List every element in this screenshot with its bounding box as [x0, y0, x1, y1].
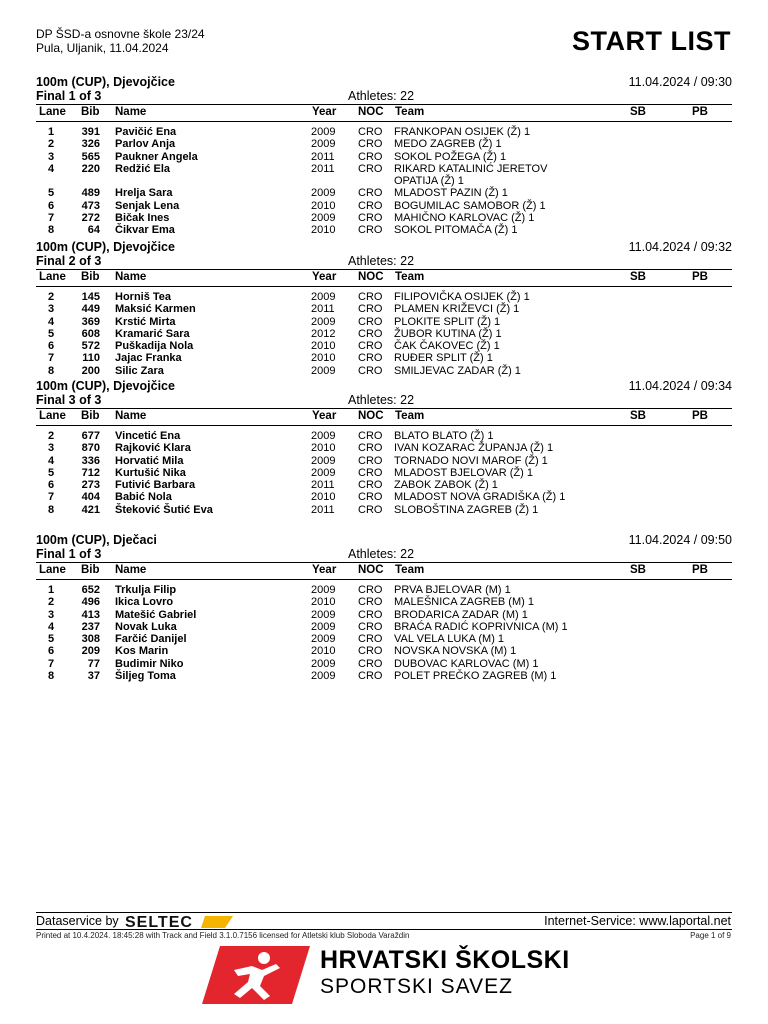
lane-cell: 1 — [47, 126, 55, 138]
noc-cell: CRO — [358, 620, 383, 633]
athletes-count: Athletes: 22 — [348, 254, 415, 268]
bib-cell: 209 — [81, 645, 100, 658]
noc-cell: CRO — [358, 212, 383, 225]
athletes-count: Athletes: 22 — [348, 393, 415, 407]
noc-cell: CRO — [358, 584, 383, 596]
bib-cell: 326 — [81, 138, 100, 151]
col-team: Team — [395, 564, 425, 576]
col-team: Team — [395, 410, 425, 422]
col-name: Name — [115, 564, 147, 576]
col-bib: Bib — [81, 271, 100, 283]
col-pb: PB — [692, 564, 708, 576]
bib-cell: 110 — [82, 352, 100, 365]
year-cell: 2010 — [311, 491, 336, 504]
logo-title-line2: SPORTSKI SAVEZ — [320, 975, 513, 998]
event-name: 100m (CUP), Djevojčice — [36, 240, 175, 254]
table-row — [36, 596, 732, 608]
event-datetime: 11.04.2024 / 09:32 — [628, 240, 732, 254]
lane-cell: 3 — [47, 608, 55, 621]
bib-cell: 64 — [87, 224, 100, 237]
year-cell: 2009 — [311, 670, 336, 683]
team-cell: BRODARICA ZADAR (M) 1 — [394, 608, 528, 621]
bib-cell: 473 — [81, 199, 100, 212]
year-cell: 2009 — [311, 620, 336, 633]
year-cell: 2009 — [311, 466, 336, 479]
team-cell: PRVA BJELOVAR (M) 1 — [394, 584, 511, 596]
athlete-name-cell: Rajković Klara — [115, 442, 191, 455]
svg-text:SELTEC: SELTEC — [125, 914, 193, 931]
bib-cell: 369 — [81, 315, 100, 328]
lane-cell: 3 — [47, 303, 55, 316]
table-row — [36, 645, 732, 657]
col-name: Name — [115, 106, 147, 118]
year-cell: 2011 — [311, 503, 335, 516]
table-row — [36, 365, 732, 377]
event-block — [36, 533, 732, 682]
noc-cell: CRO — [358, 633, 383, 646]
athlete-name-cell: Novak Luka — [115, 620, 177, 633]
athlete-name-cell: Farčić Danijel — [115, 633, 187, 646]
col-bib: Bib — [81, 106, 100, 118]
col-year: Year — [312, 106, 337, 118]
table-row — [36, 151, 732, 163]
athletes-count: Athletes: 22 — [348, 89, 415, 103]
event-datetime: 11.04.2024 / 09:50 — [628, 533, 732, 547]
table-row — [36, 126, 732, 138]
team-cell: MEDO ZAGREB (Ž) 1 — [394, 138, 502, 151]
team-cell: ČAK ČAKOVEC (Ž) 1 — [394, 340, 500, 353]
page-number: Page 1 of 9 — [690, 931, 731, 940]
year-cell: 2010 — [311, 199, 336, 212]
lane-cell: 8 — [47, 224, 55, 237]
table-row — [36, 200, 732, 212]
team-cell: POLET PREČKO ZAGREB (M) 1 — [394, 670, 557, 683]
noc-cell: CRO — [358, 608, 383, 621]
noc-cell: CRO — [358, 645, 383, 658]
athlete-name-cell: Silic Zara — [115, 364, 164, 377]
noc-cell: CRO — [358, 364, 383, 377]
bib-cell: 652 — [81, 584, 100, 596]
athlete-name-cell: Redžić Ela — [115, 162, 171, 175]
noc-cell: CRO — [358, 479, 383, 492]
athlete-name-cell: Čikvar Ema — [115, 224, 175, 237]
athlete-name-cell: Kurtušić Nika — [115, 466, 186, 479]
year-cell: 2010 — [311, 224, 336, 237]
noc-cell: CRO — [358, 352, 383, 365]
table-row — [36, 658, 732, 670]
athlete-name-cell: Vincetić Ena — [115, 430, 181, 442]
table-row — [36, 340, 732, 352]
col-pb: PB — [692, 106, 708, 118]
table-row — [36, 138, 732, 150]
event-datetime: 11.04.2024 / 09:30 — [628, 75, 732, 89]
bib-cell: 145 — [81, 291, 100, 303]
noc-cell: CRO — [358, 466, 383, 479]
bib-cell: 273 — [81, 479, 100, 492]
bib-cell: 413 — [81, 608, 100, 621]
lane-cell: 7 — [47, 212, 55, 225]
col-year: Year — [312, 271, 337, 283]
bib-cell: 712 — [81, 466, 100, 479]
year-cell: 2009 — [311, 657, 336, 670]
team-cell: IVAN KOZARAC ŽUPANJA (Ž) 1 — [394, 442, 554, 455]
col-pb: PB — [692, 410, 708, 422]
heat-label: Final 3 of 3 — [36, 393, 102, 407]
team-cell: MLADOST PAZIN (Ž) 1 — [394, 187, 508, 200]
table-row — [36, 175, 732, 187]
event-block — [36, 379, 732, 516]
athletes-count: Athletes: 22 — [348, 547, 415, 561]
lane-cell: 4 — [47, 620, 55, 633]
noc-cell: CRO — [358, 291, 383, 303]
lane-cell: 4 — [47, 315, 55, 328]
athlete-name-cell: Kramarić Sara — [115, 327, 190, 340]
bib-cell: 77 — [87, 657, 100, 670]
athlete-name-cell: Parlov Anja — [115, 138, 176, 151]
heat-label: Final 2 of 3 — [36, 254, 102, 268]
lane-cell: 2 — [47, 596, 55, 609]
team-cell: VAL VELA LUKA (M) 1 — [394, 633, 505, 646]
table-row — [36, 352, 732, 364]
bib-cell: 421 — [81, 503, 100, 516]
table-row — [36, 491, 732, 503]
lane-cell: 5 — [47, 633, 55, 646]
event-name: 100m (CUP), Djevojčice — [36, 75, 175, 89]
lane-cell: 6 — [47, 199, 55, 212]
col-lane: Lane — [39, 271, 66, 283]
table-row — [36, 224, 732, 236]
year-cell: 2009 — [311, 126, 336, 138]
bib-cell: 608 — [81, 327, 100, 340]
year-cell: 2009 — [311, 430, 336, 442]
team-cell: TORNADO NOVI MAROF (Ž) 1 — [394, 454, 548, 467]
col-bib: Bib — [81, 410, 100, 422]
lane-cell: 8 — [47, 503, 55, 516]
year-cell: 2009 — [311, 187, 336, 200]
athlete-name-cell: Šteković Šutić Eva — [115, 503, 213, 516]
col-noc: NOC — [358, 410, 384, 422]
logo-title-line1: HRVATSKI ŠKOLSKI — [320, 946, 570, 974]
lane-cell: 8 — [47, 670, 55, 683]
lane-cell: 7 — [47, 352, 55, 365]
bib-cell: 391 — [81, 126, 100, 138]
year-cell: 2010 — [311, 352, 336, 365]
internet-service-link[interactable]: Internet-Service: www.laportal.net — [544, 914, 731, 928]
lane-cell: 2 — [47, 138, 55, 151]
athlete-name-cell: Ikica Lovro — [115, 596, 174, 609]
team-cell: FRANKOPAN OSIJEK (Ž) 1 — [394, 126, 531, 138]
noc-cell: CRO — [358, 327, 383, 340]
noc-cell: CRO — [358, 224, 383, 237]
noc-cell: CRO — [358, 303, 383, 316]
table-row — [36, 621, 732, 633]
table-row — [36, 303, 732, 315]
bib-cell: 308 — [81, 633, 100, 646]
year-cell: 2010 — [311, 596, 336, 609]
bib-cell: 336 — [81, 454, 100, 467]
team-cell: ZABOK ZABOK (Ž) 1 — [394, 479, 498, 492]
bib-cell: 237 — [81, 620, 100, 633]
printed-info: Printed at 10.4.2024. 18:45:28 with Track and Field 3.1.0.7156 licensed for Atletski klub Sloboda Varaždin — [36, 931, 410, 940]
team-cell: RIKARD KATALINIĆ JERETOV — [394, 162, 548, 175]
noc-cell: CRO — [358, 491, 383, 504]
table-row — [36, 455, 732, 467]
table-row — [36, 633, 732, 645]
noc-cell: CRO — [358, 150, 383, 163]
event-block — [36, 75, 732, 237]
athlete-name-cell: Horniš Tea — [115, 291, 172, 303]
noc-cell: CRO — [358, 454, 383, 467]
year-cell: 2009 — [311, 454, 336, 467]
team-cell: BOGUMILAC SAMOBOR (Ž) 1 — [394, 199, 546, 212]
bib-cell: 200 — [81, 364, 100, 377]
venue-date-line: Pula, Uljanik, 11.04.2024 — [36, 41, 169, 55]
lane-cell: 5 — [47, 187, 55, 200]
bib-cell: 37 — [87, 670, 100, 683]
year-cell: 2010 — [311, 645, 336, 658]
noc-cell: CRO — [358, 315, 383, 328]
noc-cell: CRO — [358, 199, 383, 212]
table-row — [36, 291, 732, 303]
hsss-logo-mark — [200, 944, 312, 1006]
col-sb: SB — [630, 271, 646, 283]
bib-cell: 272 — [81, 212, 100, 225]
year-cell: 2009 — [311, 608, 336, 621]
bib-cell: 677 — [81, 430, 100, 442]
lane-cell: 8 — [47, 364, 55, 377]
lane-cell: 2 — [47, 291, 55, 303]
lane-cell: 2 — [47, 430, 55, 442]
table-row — [36, 328, 732, 340]
team-cell: MLADOST BJELOVAR (Ž) 1 — [394, 466, 533, 479]
lane-cell: 3 — [47, 442, 55, 455]
team-cell: SMILJEVAC ZADAR (Ž) 1 — [394, 364, 521, 377]
page-title: START LIST — [572, 26, 731, 56]
column-header-row — [36, 104, 732, 122]
col-year: Year — [312, 564, 337, 576]
col-name: Name — [115, 410, 147, 422]
noc-cell: CRO — [358, 657, 383, 670]
bib-cell: 404 — [81, 491, 100, 504]
col-lane: Lane — [39, 410, 66, 422]
athlete-name-cell: Senjak Lena — [115, 199, 180, 212]
team-cell: SOKOL POŽEGA (Ž) 1 — [394, 150, 507, 163]
year-cell: 2009 — [311, 633, 336, 646]
table-row — [36, 442, 732, 454]
team-cell: MAHIČNO KARLOVAC (Ž) 1 — [394, 212, 535, 225]
team-cell: PLAMEN KRIŽEVCI (Ž) 1 — [394, 303, 520, 316]
col-sb: SB — [630, 106, 646, 118]
team-cell: MALEŠNICA ZAGREB (M) 1 — [394, 596, 534, 609]
team-cell: PLOKITE SPLIT (Ž) 1 — [394, 315, 501, 328]
lane-cell: 5 — [47, 466, 55, 479]
year-cell: 2011 — [311, 479, 335, 492]
athlete-name-cell: Matešić Gabriel — [115, 608, 197, 621]
athlete-name-cell: Bičak Ines — [115, 212, 170, 225]
year-cell: 2009 — [311, 584, 336, 596]
team-cell: DUBOVAC KARLOVAC (M) 1 — [394, 657, 539, 670]
year-cell: 2010 — [311, 340, 336, 353]
athlete-name-cell: Horvatić Mila — [115, 454, 184, 467]
col-name: Name — [115, 271, 147, 283]
table-row — [36, 584, 732, 596]
year-cell: 2011 — [311, 150, 335, 163]
lane-cell: 5 — [47, 327, 55, 340]
lane-cell: 6 — [47, 340, 55, 353]
athlete-name-cell: Krstić Mirta — [115, 315, 176, 328]
col-noc: NOC — [358, 271, 384, 283]
team-cell: MLADOST NOVA GRADIŠKA (Ž) 1 — [394, 491, 566, 504]
col-team: Team — [395, 106, 425, 118]
year-cell: 2009 — [311, 315, 336, 328]
col-year: Year — [312, 410, 337, 422]
table-row — [36, 609, 732, 621]
noc-cell: CRO — [358, 162, 383, 175]
team-cell: ŽUBOR KUTINA (Ž) 1 — [394, 327, 502, 340]
team-cell: OPATIJA (Ž) 1 — [394, 175, 464, 188]
event-name: 100m (CUP), Dječaci — [36, 533, 157, 547]
organizer-line: DP ŠSD-a osnovne škole 23/24 — [36, 27, 205, 41]
lane-cell: 6 — [47, 645, 55, 658]
noc-cell: CRO — [358, 503, 383, 516]
athlete-name-cell: Paukner Angela — [115, 150, 198, 163]
footer-divider-2 — [36, 929, 732, 930]
table-row — [36, 212, 732, 224]
athlete-name-cell: Budimir Niko — [115, 657, 184, 670]
bib-cell: 220 — [81, 162, 100, 175]
team-cell: SOKOL PITOMAČA (Ž) 1 — [394, 224, 518, 237]
noc-cell: CRO — [358, 340, 383, 353]
team-cell: NOVSKA NOVSKA (M) 1 — [394, 645, 517, 658]
team-cell: BLATO BLATO (Ž) 1 — [394, 430, 494, 442]
athlete-name-cell: Jajac Franka — [115, 352, 182, 365]
athlete-name-cell: Puškadija Nola — [115, 340, 194, 353]
noc-cell: CRO — [358, 442, 383, 455]
table-row — [36, 187, 732, 199]
table-row — [36, 163, 732, 175]
noc-cell: CRO — [358, 138, 383, 151]
year-cell: 2011 — [311, 162, 335, 175]
table-row — [36, 316, 732, 328]
athlete-name-cell: Kos Marin — [115, 645, 169, 658]
event-datetime: 11.04.2024 / 09:34 — [628, 379, 732, 393]
noc-cell: CRO — [358, 187, 383, 200]
heat-label: Final 1 of 3 — [36, 547, 102, 561]
col-noc: NOC — [358, 564, 384, 576]
table-row — [36, 670, 732, 682]
col-sb: SB — [630, 564, 646, 576]
year-cell: 2009 — [311, 212, 336, 225]
year-cell: 2012 — [311, 327, 336, 340]
team-cell: RUĐER SPLIT (Ž) 1 — [394, 352, 493, 365]
year-cell: 2009 — [311, 291, 336, 303]
event-name: 100m (CUP), Djevojčice — [36, 379, 175, 393]
athlete-name-cell: Šiljeg Toma — [115, 670, 176, 683]
year-cell: 2010 — [311, 442, 336, 455]
noc-cell: CRO — [358, 126, 383, 138]
column-header-row — [36, 408, 732, 426]
col-team: Team — [395, 271, 425, 283]
athlete-name-cell: Babić Nola — [115, 491, 172, 504]
team-cell: BRAĆA RADIĆ KOPRIVNICA (M) 1 — [394, 620, 568, 633]
bib-cell: 489 — [81, 187, 100, 200]
bib-cell: 449 — [81, 303, 100, 316]
year-cell: 2011 — [311, 303, 335, 316]
event-block — [36, 240, 732, 377]
table-row — [36, 504, 732, 516]
table-row — [36, 430, 732, 442]
athlete-name-cell: Trkulja Filip — [115, 584, 177, 596]
team-cell: SLOBOŠTINA ZAGREB (Ž) 1 — [394, 503, 539, 516]
noc-cell: CRO — [358, 670, 383, 683]
dataservice-label: Dataservice by — [36, 914, 119, 928]
lane-cell: 7 — [47, 491, 55, 504]
noc-cell: CRO — [358, 430, 383, 442]
lane-cell: 1 — [47, 584, 55, 596]
year-cell: 2009 — [311, 364, 336, 377]
bib-cell: 496 — [81, 596, 100, 609]
athlete-name-cell: Hrelja Sara — [115, 187, 173, 200]
col-pb: PB — [692, 271, 708, 283]
heat-label: Final 1 of 3 — [36, 89, 102, 103]
column-header-row — [36, 269, 732, 287]
noc-cell: CRO — [358, 596, 383, 609]
col-lane: Lane — [39, 106, 66, 118]
year-cell: 2009 — [311, 138, 336, 151]
athlete-name-cell: Maksić Karmen — [115, 303, 196, 316]
lane-cell: 6 — [47, 479, 55, 492]
bib-cell: 565 — [81, 150, 100, 163]
lane-cell: 7 — [47, 657, 55, 670]
col-lane: Lane — [39, 564, 66, 576]
column-header-row — [36, 562, 732, 580]
col-bib: Bib — [81, 564, 100, 576]
lane-cell: 3 — [47, 150, 55, 163]
col-noc: NOC — [358, 106, 384, 118]
table-row — [36, 467, 732, 479]
table-row — [36, 479, 732, 491]
athlete-name-cell: Futivić Barbara — [115, 479, 196, 492]
lane-cell: 4 — [47, 162, 55, 175]
bib-cell: 572 — [81, 340, 100, 353]
bib-cell: 870 — [81, 442, 100, 455]
col-sb: SB — [630, 410, 646, 422]
athlete-name-cell: Pavičić Ena — [115, 126, 177, 138]
team-cell: FILIPOVIČKA OSIJEK (Ž) 1 — [394, 291, 530, 303]
lane-cell: 4 — [47, 454, 55, 467]
